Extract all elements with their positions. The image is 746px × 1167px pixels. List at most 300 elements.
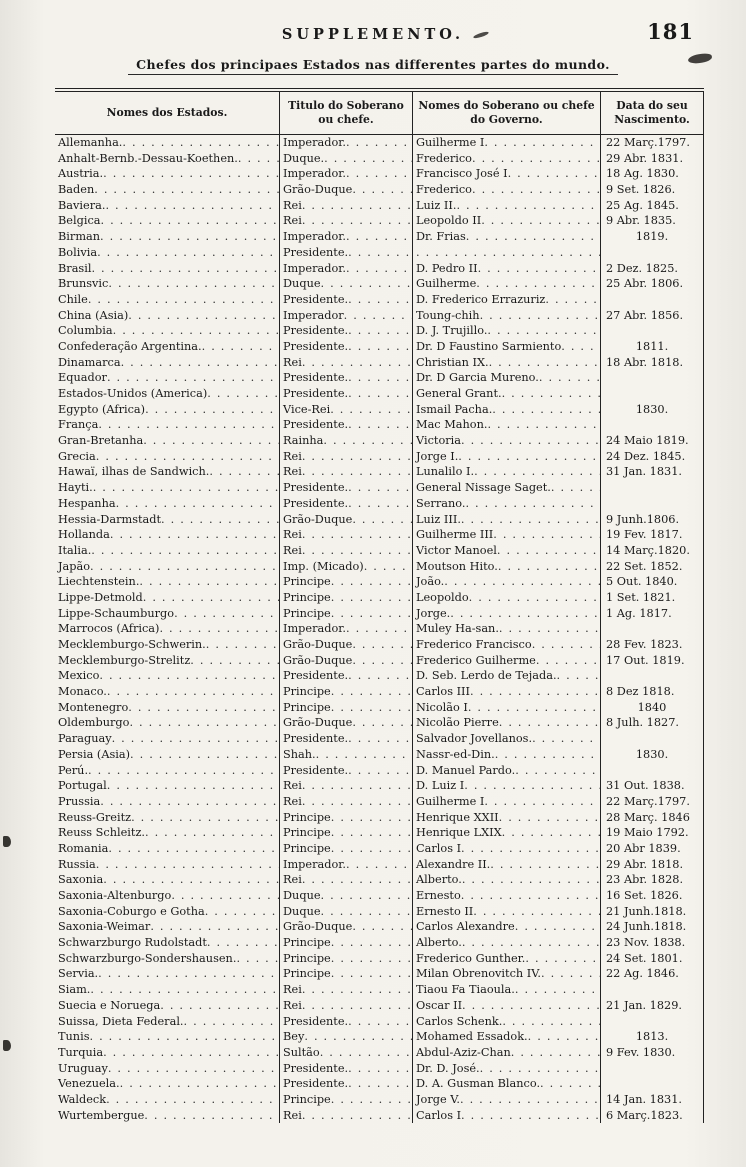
dot-leader (330, 402, 412, 418)
cell-data-nascimento (601, 308, 704, 324)
estado-text: Italia. (58, 543, 92, 557)
data-text: 22 Set. 1852. (606, 559, 683, 573)
cell-data-nascimento (601, 245, 704, 261)
titulo-text: Imp. (Micado) (283, 559, 364, 573)
data-text: 8 Julh. 1827. (606, 716, 679, 730)
nome-text: General Nissage Saget. (416, 481, 551, 495)
cell-titulo (280, 402, 413, 418)
table-row (55, 904, 704, 920)
cell-titulo (280, 1014, 413, 1030)
data-text: 25 Abr. 1806. (606, 277, 684, 291)
data-text: 25 Ag. 1845. (606, 198, 679, 212)
nome-text: Milan Obrenovitch IV. (416, 967, 542, 981)
cell-data-nascimento (601, 449, 704, 465)
titulo-text: Vice-Rei (283, 402, 331, 416)
dot-leader (461, 841, 600, 857)
dot-leader (344, 308, 412, 324)
data-text (601, 621, 606, 637)
cell-titulo (280, 229, 413, 245)
cell-titulo (280, 339, 413, 355)
cell-titulo (280, 731, 413, 747)
dot-leader (532, 637, 600, 653)
cell-estado (55, 464, 280, 480)
cell-estado (55, 668, 280, 684)
nome-text: Nicolão Pierre (416, 716, 499, 730)
header-nome-soberano: Nomes do Soberano ou chefe do Governo. (413, 92, 601, 134)
titulo-text: Grão-Duque (283, 716, 353, 730)
estado-text: Brasil (58, 261, 92, 275)
cell-estado (55, 763, 280, 779)
cell-estado (55, 323, 280, 339)
cell-estado (55, 386, 280, 402)
nome-text: Carlos I (416, 841, 462, 855)
dot-leader (499, 621, 600, 637)
table-row (55, 731, 704, 747)
cell-estado (55, 135, 280, 151)
cell-data-nascimento (601, 512, 704, 528)
cell-data-nascimento (601, 151, 704, 167)
estado-text: Saxonia (58, 873, 104, 887)
dot-leader (321, 888, 412, 904)
cell-data-nascimento (601, 1061, 704, 1077)
cell-estado (55, 512, 280, 528)
table-header (55, 92, 704, 135)
nome-text: Dr. D Garcia Mureno. (416, 371, 539, 385)
cell-titulo (280, 1045, 413, 1061)
dot-leader (90, 559, 279, 575)
estado-text: Baviera. (58, 198, 106, 212)
cell-estado (55, 449, 280, 465)
running-title: SUPPLEMENTO. (281, 26, 465, 43)
cell-estado (55, 1014, 280, 1030)
nome-text: D. Pedro II (416, 261, 478, 275)
dot-leader (304, 1029, 412, 1045)
nome-text: Ernesto II (416, 904, 474, 918)
cell-data-nascimento (601, 261, 704, 277)
cell-titulo (280, 700, 413, 716)
cell-nome (413, 998, 601, 1014)
cell-data-nascimento (601, 198, 704, 214)
dot-leader (103, 1045, 279, 1061)
table-row (55, 433, 704, 449)
dot-leader (209, 464, 279, 480)
cell-estado (55, 402, 280, 418)
estado-text: Estados-Unidos (America) (58, 387, 208, 400)
data-text: 1 Set. 1821. (606, 590, 676, 604)
dot-leader (348, 731, 412, 747)
cell-nome (413, 747, 601, 763)
cell-data-nascimento (601, 966, 704, 982)
cell-titulo (280, 1108, 413, 1124)
cell-nome (413, 213, 601, 229)
dot-leader (502, 1014, 600, 1030)
cell-estado (55, 1092, 280, 1108)
cell-titulo (280, 841, 413, 857)
nome-text: Frederico Guilherme (416, 653, 536, 667)
table-row (55, 417, 704, 433)
nome-text: Carlos Alexandre (416, 920, 515, 934)
titulo-text: Principe (283, 1092, 331, 1106)
dot-leader (515, 763, 600, 779)
titulo-text: Imperador. (283, 622, 347, 636)
dot-leader (302, 794, 412, 810)
titulo-text: Principe (283, 826, 331, 840)
nome-text: Abdul-Aziz-Chan (416, 1045, 511, 1059)
titulo-text: Principe (283, 967, 331, 981)
titulo-text: Grão-Duque (283, 183, 353, 197)
data-text: 18 Abr. 1818. (606, 355, 684, 369)
table-row (55, 355, 704, 371)
dot-leader (103, 872, 279, 888)
dot-leader (320, 1045, 412, 1061)
table-row (55, 527, 704, 543)
cell-nome (413, 512, 601, 528)
dot-leader (470, 684, 600, 700)
estado-text: Confederação Argentina. (58, 339, 202, 353)
table-row (55, 778, 704, 794)
cell-nome (413, 606, 601, 622)
nome-text: Serrano. (416, 496, 466, 510)
table-row (55, 747, 704, 763)
table-row (55, 794, 704, 810)
titulo-text: Rei (283, 528, 302, 542)
cell-data-nascimento (601, 1092, 704, 1108)
titulo-text: Principe (283, 700, 331, 714)
dot-leader (480, 1061, 600, 1077)
dot-leader (331, 1092, 412, 1108)
cell-data-nascimento (601, 888, 704, 904)
data-text: 9 Abr. 1835. (606, 214, 676, 228)
estado-text: Saxonia-Weimar (58, 920, 151, 934)
titulo-text: Presidente. (283, 732, 349, 746)
estado-text: Hawaï, ilhas de Sandwich. (58, 465, 210, 479)
estado-text: Mecklemburgo-Strelitz (58, 653, 191, 667)
cell-nome (413, 308, 601, 324)
cell-estado (55, 433, 280, 449)
cell-data-nascimento (601, 621, 704, 637)
table-row (55, 386, 704, 402)
estado-text: Monaco. (58, 685, 107, 699)
dot-leader (331, 684, 412, 700)
dot-leader (91, 261, 279, 277)
dot-leader (316, 747, 412, 763)
dot-leader (444, 574, 600, 590)
dot-leader (184, 1014, 279, 1030)
titulo-text: Imperador. (283, 230, 347, 244)
data-text: 24 Maio 1819. (606, 434, 689, 448)
cell-data-nascimento (601, 496, 704, 512)
dot-leader (469, 590, 600, 606)
cell-estado (55, 574, 280, 590)
dot-leader (302, 543, 412, 559)
data-text: 21 Junh.1818. (606, 904, 687, 918)
cell-nome (413, 872, 601, 888)
nome-text: Muley Ha-san. (416, 622, 499, 636)
dot-leader (100, 229, 279, 245)
cell-titulo (280, 966, 413, 982)
dot-leader (131, 810, 279, 826)
cell-estado (55, 543, 280, 559)
estado-text: Liechtenstein. (58, 575, 140, 589)
dot-leader (348, 245, 412, 261)
cell-titulo (280, 637, 413, 653)
dot-leader (545, 292, 600, 308)
cell-data-nascimento (601, 841, 704, 857)
cell-estado (55, 229, 280, 245)
cell-nome (413, 496, 601, 512)
estado-text: Lippe-Detmold (58, 590, 143, 604)
dot-leader (348, 668, 412, 684)
cell-data-nascimento (601, 637, 704, 653)
table-row (55, 1061, 704, 1077)
cell-data-nascimento (601, 763, 704, 779)
titulo-text: Rei (283, 543, 302, 557)
cell-estado (55, 825, 280, 841)
cell-data-nascimento (601, 982, 704, 998)
dot-leader (107, 684, 279, 700)
dot-leader (121, 355, 279, 371)
dot-leader (93, 480, 279, 496)
dot-leader (331, 700, 412, 716)
cell-data-nascimento (601, 480, 704, 496)
estado-text: Hayti. (58, 481, 93, 495)
estado-text: Prussia (58, 794, 101, 808)
dot-leader (206, 637, 279, 653)
table-row (55, 213, 704, 229)
cell-data-nascimento (601, 590, 704, 606)
table-row (55, 198, 704, 214)
cell-estado (55, 700, 280, 716)
data-text: 14 Jan. 1831. (606, 1092, 683, 1106)
cell-nome (413, 888, 601, 904)
table-row (55, 574, 704, 590)
estado-text: Wurtembergue (58, 1108, 145, 1122)
table-row (55, 308, 704, 324)
table-row (55, 449, 704, 465)
titulo-text: Presidente. (283, 669, 349, 683)
dot-leader (348, 763, 412, 779)
table-row (55, 841, 704, 857)
estado-text: Romania (58, 841, 109, 855)
titulo-text: Rei (283, 198, 302, 212)
table-body (55, 135, 704, 1123)
cell-nome (413, 700, 601, 716)
dot-leader (331, 810, 412, 826)
cell-estado (55, 308, 280, 324)
data-text: 20 Abr 1839. (606, 841, 681, 855)
titulo-text: Shah. (283, 747, 316, 761)
cell-estado (55, 904, 280, 920)
dot-leader (101, 213, 279, 229)
cell-titulo (280, 151, 413, 167)
titulo-text: Rainha (283, 434, 324, 448)
cell-estado (55, 684, 280, 700)
dot-leader (460, 1092, 600, 1108)
cell-data-nascimento (601, 433, 704, 449)
titulo-text: Duque. (283, 151, 325, 165)
titulo-text: Rei (283, 465, 302, 479)
nome-text: Alexandre II. (416, 857, 491, 871)
nome-text: General Grant. (416, 387, 502, 400)
cell-data-nascimento (601, 715, 704, 731)
dot-leader (139, 574, 279, 590)
dot-leader (462, 935, 600, 951)
cell-titulo (280, 370, 413, 386)
cell-estado (55, 417, 280, 433)
cell-titulo (280, 198, 413, 214)
cell-estado (55, 1076, 280, 1092)
data-text (601, 370, 606, 386)
cell-data-nascimento (601, 810, 704, 826)
dot-leader (97, 245, 279, 261)
dot-leader (346, 229, 412, 245)
estado-text: Baden (58, 183, 95, 197)
titulo-text: Principe (283, 590, 331, 604)
data-text: 1830. (635, 402, 669, 416)
cell-titulo (280, 621, 413, 637)
titulo-text: Imperador (283, 308, 344, 322)
dot-leader (348, 1061, 412, 1077)
table-row (55, 292, 704, 308)
cell-data-nascimento (601, 747, 704, 763)
estado-text: Perú. (58, 763, 89, 777)
dot-leader (502, 825, 600, 841)
dot-leader (108, 841, 279, 857)
titulo-text: Rei (283, 1108, 302, 1122)
dot-leader (462, 872, 600, 888)
cell-nome (413, 794, 601, 810)
cell-nome (413, 480, 601, 496)
dot-leader (190, 653, 279, 669)
table-row (55, 402, 704, 418)
data-text: 18 Ag. 1830. (606, 167, 679, 181)
cell-data-nascimento (601, 402, 704, 418)
nome-text: Moutson Hito. (416, 559, 498, 573)
estado-text: Tunis (58, 1030, 90, 1044)
cell-data-nascimento (601, 1029, 704, 1045)
titulo-text: Rei (283, 449, 302, 463)
data-text (601, 417, 606, 433)
dot-leader (302, 778, 412, 794)
cell-titulo (280, 715, 413, 731)
data-text (601, 496, 606, 512)
table-row (55, 998, 704, 1014)
dot-leader (108, 276, 279, 292)
cell-data-nascimento (601, 527, 704, 543)
estado-text: Russia (58, 857, 96, 871)
dot-leader (493, 527, 600, 543)
table-row (55, 825, 704, 841)
titulo-text: Rei (283, 794, 302, 808)
cell-data-nascimento (601, 700, 704, 716)
cell-titulo (280, 292, 413, 308)
nome-text: Alberto. (416, 936, 462, 950)
cell-nome (413, 151, 601, 167)
cell-estado (55, 935, 280, 951)
dot-leader (458, 449, 600, 465)
cell-titulo (280, 919, 413, 935)
dot-leader (416, 245, 600, 261)
table-row (55, 543, 704, 559)
dot-leader (480, 308, 600, 324)
cell-estado (55, 1029, 280, 1045)
cell-estado (55, 715, 280, 731)
cell-data-nascimento (601, 794, 704, 810)
dot-leader (557, 668, 600, 684)
cell-data-nascimento (601, 998, 704, 1014)
titulo-text: Grão-Duque (283, 638, 353, 651)
dot-leader (331, 574, 412, 590)
dot-leader (129, 715, 279, 731)
dot-leader (161, 512, 279, 528)
dot-leader (143, 590, 279, 606)
dot-leader (100, 794, 279, 810)
table-row (55, 715, 704, 731)
data-text: 24 Dez. 1845. (606, 449, 686, 463)
titulo-text: Imperador. (283, 136, 347, 149)
cell-nome (413, 825, 601, 841)
cell-nome (413, 527, 601, 543)
titulo-text: Duque (283, 889, 321, 902)
dot-leader (96, 857, 279, 873)
dot-leader (540, 1076, 600, 1092)
cell-nome (413, 292, 601, 308)
cell-nome (413, 386, 601, 402)
titulo-text: Principe (283, 841, 331, 855)
cell-nome (413, 198, 601, 214)
nome-text: Jorge. (416, 606, 451, 620)
dot-leader (238, 151, 279, 167)
dot-leader (302, 213, 412, 229)
cell-nome (413, 951, 601, 967)
cell-estado (55, 857, 280, 873)
estado-text: Hollanda (58, 528, 110, 542)
titulo-text: Rei (283, 998, 302, 1012)
cell-estado (55, 1045, 280, 1061)
table-row (55, 668, 704, 684)
dot-leader (331, 841, 412, 857)
dot-leader (484, 135, 600, 151)
cell-nome (413, 590, 601, 606)
nome-text: D. A. Gusman Blanco. (416, 1077, 541, 1091)
dot-leader (456, 198, 600, 214)
cell-titulo (280, 653, 413, 669)
cell-estado (55, 213, 280, 229)
dot-leader (532, 731, 600, 747)
cell-estado (55, 888, 280, 904)
cell-titulo (280, 747, 413, 763)
dot-leader (352, 715, 412, 731)
dot-leader (91, 543, 279, 559)
cell-nome (413, 135, 601, 151)
dot-leader (143, 433, 279, 449)
dot-leader (202, 339, 279, 355)
data-text: 9 Junh.1806. (606, 512, 680, 526)
cell-data-nascimento (601, 606, 704, 622)
nome-text: Henrique XXII (416, 810, 499, 824)
nome-text: Guilherme (416, 277, 477, 291)
dot-leader (331, 590, 412, 606)
data-text: 22 Març.1797. (606, 136, 690, 149)
cell-nome (413, 966, 601, 982)
cell-estado (55, 261, 280, 277)
cell-data-nascimento (601, 323, 704, 339)
estado-text: Grecia (58, 449, 96, 463)
nome-text: Lunalilo I. (416, 465, 475, 479)
estado-text: Paraguay (58, 732, 112, 746)
dot-leader (321, 276, 412, 292)
cell-titulo (280, 951, 413, 967)
